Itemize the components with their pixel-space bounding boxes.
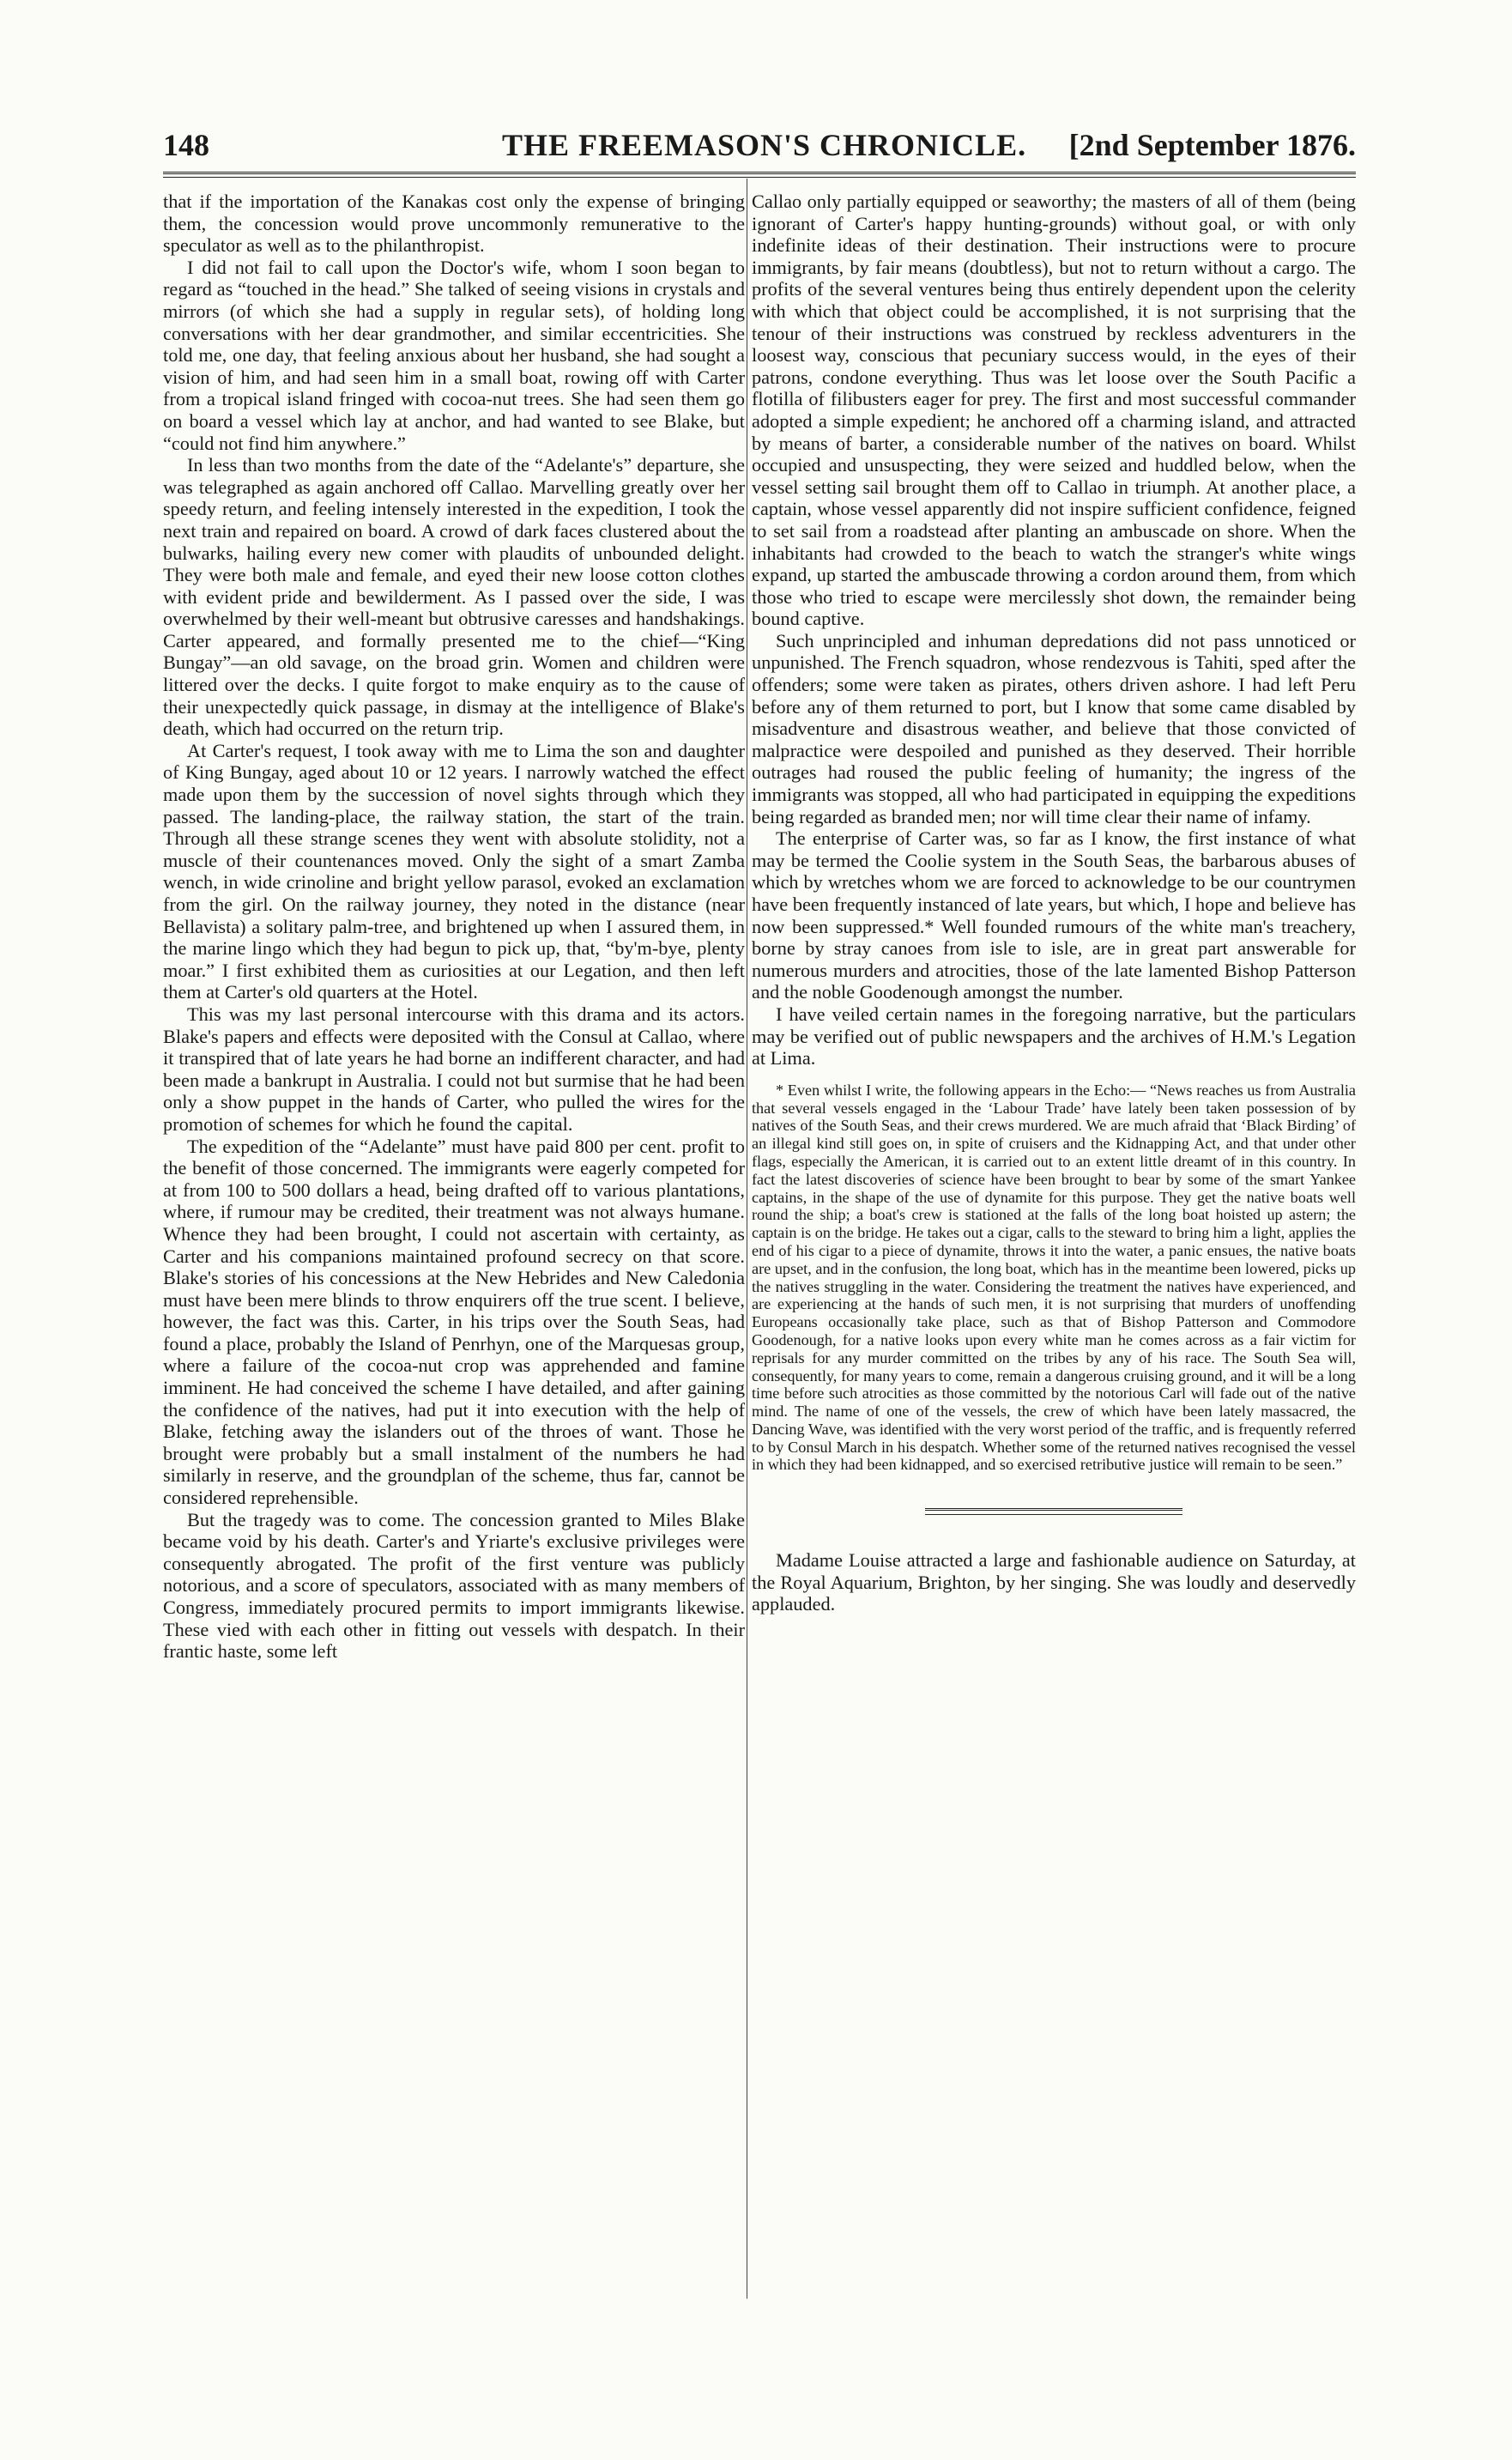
footnote: * Even whilst I write, the following appears in the Echo:— “News reaches us from Australia that several vessels engaged in the ‘Labour Trade’ have lately been taken possession of by natives of the South Seas, and their crews murdered. We are much afraid that ‘Black Birding’ of an illegal kind still goes on, in spite of cruisers and the Kidnapping Act, and that under other flags, especially the American, it is carried out to an extent little dreamt of in this country. In fact the latest discoveries of science have been brought to bear by some of the smart Yankee captains, in the shape of the use of dynamite for this purpose. They get the native boats well round the ship; a boat's crew is stationed at the falls of the long boat hoisted up astern; the captain is on the bridge. He takes out a cigar, calls to the steward to bring him a light, applies the end of his cigar to a piece of dynamite, throws it into the water, a panic ensues, the native boats are upset, and in the confusion, the long boat, which has in the meantime been lowered, picks up the natives struggling in the water. Considering the treatment the natives have experienced, and are experiencing at the hands of such men, it is not surprising that murders of unoffending Europeans occasionally take place, such as that of Bishop Patterson and Commodore Goodenough, for a native looks upon every white man he comes across as a fair victim for reprisals for any murder committed on the tribes by any of his race. The South Sea will, consequently, for many years to come, remain a dangerous cruising ground, and it will be a long time before such atrocities as those committed by the notorious Carl will fade out of the native mind. The name of one of the vessels, the crew of which have been lately massacred, the Dancing Wave, was identified with the very worst period of the traffic, and is frequently referred to by Consul March in his despatch. Whether some of the returned natives recognised the vessel in which they had been kidnapped, and so exercised retributive justice will remain to be seen.”	[752, 1081, 1356, 1474]
article-paragraph: At Carter's request, I took away with me to Lima the son and daughter of King Bungay, aged about 10 or 12 years. I narrowly watched the effect made upon them by the succession of novel sights through which they passed. The landing-place, the railway station, the start of the train. Through all these strange scenes they went with absolute stolidity, not a muscle of their countenances moved. Only the sight of a smart Zamba wench, in wide crinoline and bright yellow parasol, evoked an exclamation from the girl. On the railway journey, they noted in the distance (near Bellavista) a solitary palm-tree, and brightened up when I assured them, in the marine lingo which they had begun to pick up, that, “by'm-bye, plenty moar.” I first exhibited them as curiosities at our Legation, and then left them at Carter's old quarters at the Hotel.	[163, 739, 745, 1003]
article-paragraph: But the tragedy was to come. The concession granted to Miles Blake became void by his death. Carter's and Yriarte's exclusive privileges were consequently abrogated. The profit of the first venture was publicly notorious, and a score of speculators, associated with as many members of Congress, immediately procured permits to import immigrants likewise. These vied with each other in fitting out vessels with despatch. In their frantic haste, some left	[163, 1508, 745, 1663]
issue-date: [2nd September 1876.	[1068, 128, 1356, 162]
article-paragraph: I have veiled certain names in the foregoing narrative, but the particulars may be verified out of public newspapers and the archives of H.M.'s Legation at Lima.	[752, 1003, 1356, 1069]
article-paragraph: Callao only partially equipped or seaworthy; the masters of all of them (being ignorant of Carter's happy hunting-grounds) without goal, or with only indefinite ideas of their destination. Their instructions were to procure immigrants, by fair means (doubtless), but not to return without a cargo. The profits of the several ventures being thus entirely dependent upon the celerity with which that object could be accomplished, it is not surprising that the tenour of their instructions was construed by reckless adventurers in the loosest way, conscious that pecuniary success would, in the eyes of their patrons, condone everything. Thus was let loose over the South Pacific a flotilla of filibusters eager for prey. The first and most successful commander adopted a simple expedient; he anchored off a charming island, and attracted by means of barter, a considerable number of the natives on board. Whilst occupied and unsuspecting, they were seized and huddled below, when the vessel setting sail brought them off to Callao in triumph. At another place, a captain, whose vessel apparently did not inspire sufficient confidence, feigned to set sail from a roadstead after planting an ambuscade on shore. When the inhabitants had crowded to the beach to watch the stranger's white wings expand, up started the ambuscade throwing a cordon around them, from which those who tried to escape were mercilessly shot down, the remainder being bound captive.	[752, 191, 1356, 630]
news-notice: Madame Louise attracted a large and fashionable audience on Saturday, at the Royal Aquarium, Brighton, by her singing. She was loudly and deservedly applauded.	[752, 1549, 1356, 1615]
right-column	[752, 191, 1356, 1615]
article-paragraph: I did not fail to call upon the Doctor's wife, whom I soon began to regard as “touched in the head.” She talked of seeing visions in crystals and mirrors (of which she had a supply in regular sets), of holding long conversations with her dear grandmother, and similar eccentricities. She told me, one day, that feeling anxious about her husband, she had sought a vision of him, and had seen him in a small boat, rowing off with Carter from a tropical island fringed with cocoa-nut trees. She had seen them go on board a vessel which lay at anchor, and had wanted to see Blake, but “could not find him anywhere.”	[163, 256, 745, 454]
section-separator-thin	[925, 1514, 1182, 1515]
header-rule-thin	[163, 177, 1356, 178]
article-paragraph: The expedition of the “Adelante” must have paid 800 per cent. profit to the benefit of those concerned. The immigrants were eagerly competed for at from 100 to 500 dollars a head, being drafted off to various plantations, where, if rumour may be credited, their treatment was not always humane. Whence they had been brought, I could not ascertain with certainty, as Carter and his companions maintained profound secrecy on that score. Blake's stories of his concessions at the New Hebrides and New Caledonia must have been mere blinds to throw enquirers off the true scent. I believe, however, the fact was this. Carter, in his trips over the South Seas, had found a place, probably the Island of Penrhyn, one of the Marquesas group, where a failure of the cocoa-nut crop was apprehended and famine imminent. He had conceived the scheme I have detailed, and after gaining the confidence of the natives, had put it into execution with the help of Blake, fetching away the islanders out of the throes of want. Those he brought were probably but a small instalment of the numbers he had similarly in reserve, and the groundplan of the scheme, thus far, cannot be considered reprehensible.	[163, 1135, 745, 1509]
section-separator	[925, 1508, 1182, 1511]
article-paragraph: This was my last personal intercourse with this drama and its actors. Blake's papers and effects were deposited with the Consul at Callao, where it transpired that of late years he had borne an indifferent character, and had been made a bankrupt in Australia. I could not but surmise that he had been only a show puppet in the hands of Carter, who pulled the wires for the promotion of schemes for which he found the capital.	[163, 1003, 745, 1135]
left-column	[163, 191, 745, 1663]
header-rule	[163, 172, 1356, 174]
article-paragraph: Such unprincipled and inhuman depredations did not pass unnoticed or unpunished. The French squadron, whose rendezvous is Tahiti, sped after the offenders; some were taken as pirates, others driven ashore. I had left Peru before any of them returned to port, but I know that some came disabled by misadventure and disastrous weather, and believe that those convicted of malpractice were despoiled and punished as they deserved. Their horrible outrages had roused the public feeling of humanity; the ingress of the immigrants was stopped, all who had participated in equipping the expeditions being regarded as branded men; nor will time clear their name of infamy.	[752, 629, 1356, 827]
article-paragraph: In less than two months from the date of the “Adelante's” departure, she was telegraphed as again anchored off Callao. Marvelling greatly over her speedy return, and feeling intensely interested in the expedition, I took the next train and repaired on board. A crowd of dark faces clustered about the bulwarks, hailing every new comer with plaudits of unbounded delight. They were both male and female, and eyed their new loose cotton clothes with evident pride and bewilderment. As I passed over the side, I was overwhelmed by their well-meant but obtrusive caresses and handshakings. Carter appeared, and formally presented me to the chief—“King Bungay”—an old savage, on the broad grin. Women and children were littered over the decks. I quite forgot to make enquiry as to the cause of their unexpectedly quick passage, in dismay at the intelligence of Blake's death, which had occurred on the return trip.	[163, 454, 745, 740]
page-header	[163, 127, 1356, 165]
article-paragraph: that if the importation of the Kanakas cost only the expense of bringing them, the concession would prove uncommonly remunerative to the speculator as well as to the philanthropist.	[163, 191, 745, 257]
article-paragraph: The enterprise of Carter was, so far as I know, the first instance of what may be termed the Coolie system in the South Seas, the barbarous abuses of which by wretches whom we are forced to acknowledge to be our countrymen have been frequently instanced of late years, but which, I hope and believe has now been suppressed.* Well founded rumours of the white man's treachery, borne by stray canoes from isle to isle, are in great part answerable for numerous murders and atrocities, those of the late lamented Bishop Patterson and the noble Goodenough amongst the number.	[752, 827, 1356, 1003]
publication-title: THE FREEMASON'S CHRONICLE.	[502, 128, 1027, 162]
page-number: 148	[163, 128, 209, 162]
